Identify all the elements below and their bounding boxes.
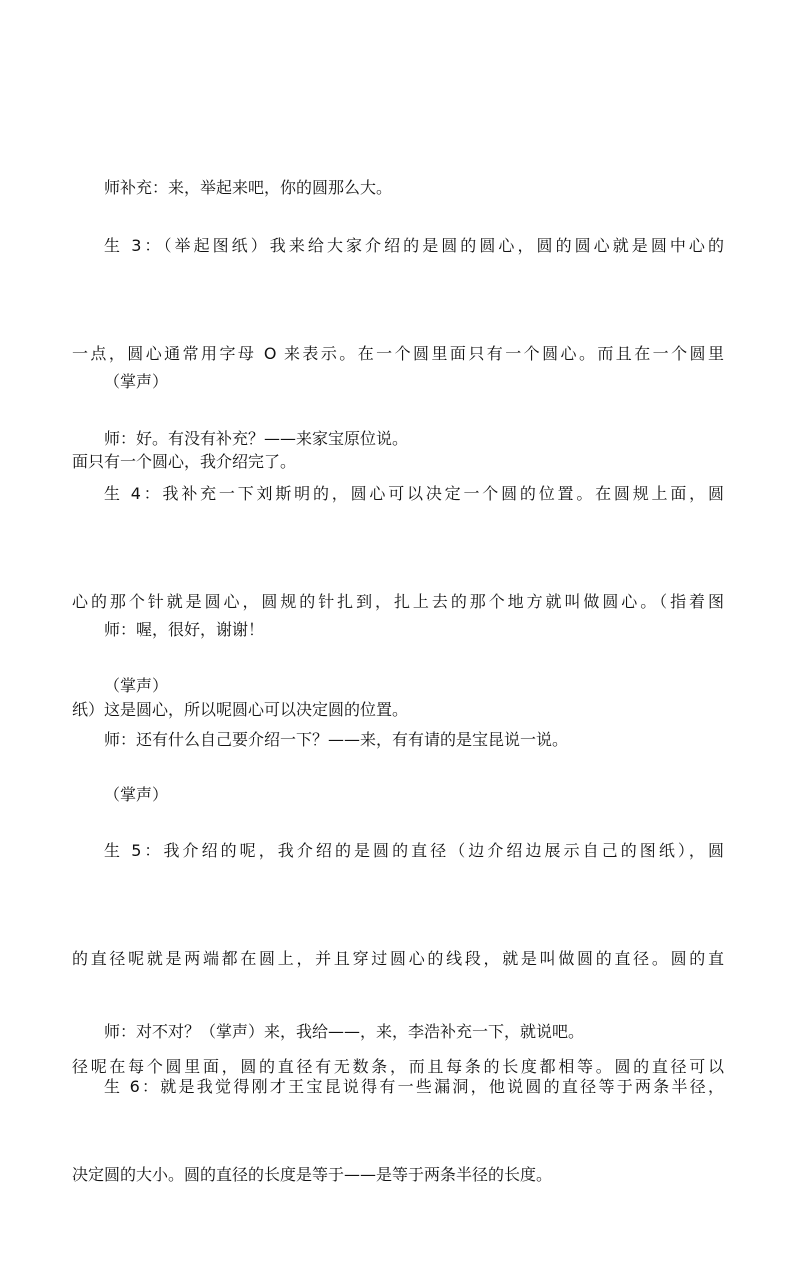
text-line: 师：对不对？（掌声）来，我给——，来，李浩补充一下，就说吧。 — [104, 1022, 585, 1041]
text-line: 的直径呢就是两端都在圆上，并且穿过圆心的线段，就是叫做圆的直径。圆的直 — [72, 949, 724, 968]
text-line: （掌声） — [104, 676, 169, 695]
text-line: 纸）这是圆心，所以呢圆心可以决定圆的位置。 — [72, 700, 409, 719]
text-line: 决定圆的大小。圆的直径的长度是等于——是等于两条半径的长度。 — [72, 1165, 553, 1184]
text-line: 师：好。有没有补充？——来家宝原位说。 — [104, 429, 409, 448]
text-line: 生 3：（举起图纸）我来给大家介绍的是圆的圆心，圆的圆心就是圆中心的 — [104, 236, 724, 255]
text-line: （掌声） — [104, 372, 169, 391]
text-line: 生 6：就是我觉得刚才王宝昆说得有一些漏洞，他说圆的直径等于两条半径， — [104, 1077, 724, 1096]
text-line: 生 5：我介绍的呢，我介绍的是圆的直径（边介绍边展示自己的图纸），圆 — [104, 841, 724, 860]
paragraph-student-6 — [104, 997, 724, 1177]
text-line: 面只有一个圆心，我介绍完了。 — [72, 452, 297, 471]
text-line: 径呢在每个圆里面，圆的直径有无数条，而且每条的长度都相等。圆的直径可以 — [72, 1057, 724, 1076]
text-line: 师：还有什么自己要介绍一下？——来，有有请的是宝昆说一说。 — [104, 730, 569, 749]
text-line: 师：喔，很好，谢谢！ — [104, 620, 265, 639]
text-line: 一点，圆心通常用字母 O 来表示。在一个圆里面只有一个圆心。而且在一个圆里 — [72, 344, 724, 363]
text-line: 师补充：来，举起来吧，你的圆那么大。 — [104, 178, 393, 197]
text-line: 生 4：我补充一下刘斯明的，圆心可以决定一个圆的位置。在圆规上面，圆 — [104, 484, 724, 503]
text-line: 心的那个针就是圆心，圆规的针扎到，扎上去的那个地方就叫做圆心。（指着图 — [72, 592, 724, 611]
text-line: （掌声） — [104, 785, 169, 804]
